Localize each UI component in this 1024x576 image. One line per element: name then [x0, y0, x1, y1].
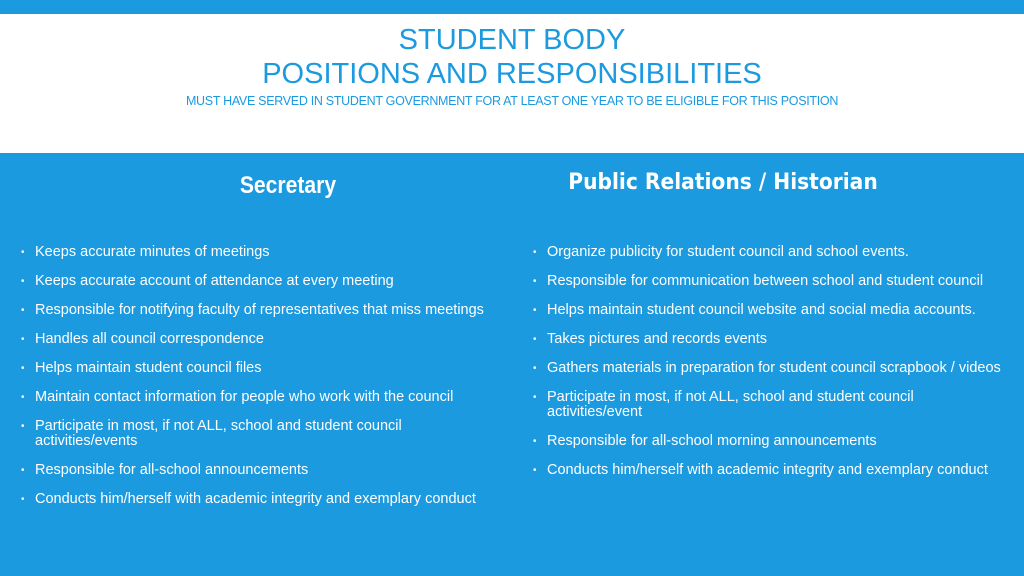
list-item	[21, 389, 485, 405]
bullet-icon: •	[533, 392, 537, 403]
list-item-text: Conducts him/herself with academic integrity and exemplary conduct	[547, 462, 988, 478]
list-item-text: Responsible for notifying faculty of representatives that miss meetings	[35, 302, 484, 318]
list-item	[21, 360, 485, 376]
list-item-text: Gathers materials in preparation for student council scrapbook / videos	[547, 360, 1001, 376]
bullet-icon: •	[21, 334, 25, 345]
bullet-icon: •	[533, 276, 537, 287]
list-item-text: Maintain contact information for people who work with the council	[35, 389, 454, 405]
subtitle: MUST HAVE SERVED IN STUDENT GOVERNMENT FOR AT LEAST ONE YEAR TO BE ELIGIBLE FOR THIS POSITION	[185, 94, 839, 108]
list-item	[21, 418, 485, 449]
list-item-text: Takes pictures and records events	[547, 331, 768, 347]
list-item-text: Responsible for all-school morning announcements	[547, 433, 877, 449]
bullet-icon: •	[533, 305, 537, 316]
list-item	[533, 433, 1007, 449]
list-item	[21, 302, 485, 318]
title-line-2: POSITIONS AND RESPONSIBILITIES	[262, 58, 762, 90]
list-item-text: Conducts him/herself with academic integrity and exemplary conduct	[35, 491, 476, 507]
bullet-icon: •	[533, 247, 537, 258]
bullet-icon: •	[533, 436, 537, 447]
bullet-icon: •	[21, 421, 25, 432]
bullet-icon: •	[21, 465, 25, 476]
secretary-heading: Secretary	[239, 172, 337, 199]
bullet-icon: •	[21, 247, 25, 258]
bullet-icon: •	[21, 305, 25, 316]
list-item-text: Keeps accurate account of attendance at every meeting	[35, 273, 394, 289]
bullet-icon: •	[21, 392, 25, 403]
title-line-1: STUDENT BODY	[398, 24, 626, 56]
list-item	[21, 462, 485, 478]
list-item	[21, 491, 485, 507]
list-item	[21, 244, 485, 260]
list-item	[21, 273, 485, 289]
list-item	[533, 273, 1007, 289]
header	[0, 14, 1024, 153]
list-item	[533, 302, 1007, 318]
bullet-icon: •	[21, 276, 25, 287]
list-item-text: Responsible for communication between school and student council	[547, 273, 984, 289]
secretary-list	[21, 244, 485, 507]
public-relations-list	[533, 244, 1007, 478]
bullet-icon: •	[533, 363, 537, 374]
list-item-text: Helps maintain student council files	[35, 360, 262, 376]
bullet-icon: •	[533, 465, 537, 476]
list-item-text: Participate in most, if not ALL, school and student council activities/events	[35, 418, 402, 449]
bullet-icon: •	[533, 334, 537, 345]
list-item	[533, 389, 1007, 420]
list-item-text: Keeps accurate minutes of meetings	[35, 244, 270, 260]
list-item-text: Responsible for all-school announcements	[35, 462, 309, 478]
list-item-text: Helps maintain student council website and social media accounts.	[547, 302, 976, 318]
list-item	[533, 462, 1007, 478]
bullet-icon: •	[21, 363, 25, 374]
list-item-text: Participate in most, if not ALL, school and student council activities/event	[547, 389, 914, 420]
top-strip	[0, 0, 1024, 14]
list-item	[21, 331, 485, 347]
public-relations-heading: Public Relations / Historian	[568, 170, 878, 195]
bullet-icon: •	[21, 494, 25, 505]
list-item	[533, 331, 1007, 347]
list-item-text: Handles all council correspondence	[35, 331, 264, 347]
list-item	[533, 360, 1007, 376]
list-item-text: Organize publicity for student council and school events.	[547, 244, 909, 260]
list-item	[533, 244, 1007, 260]
